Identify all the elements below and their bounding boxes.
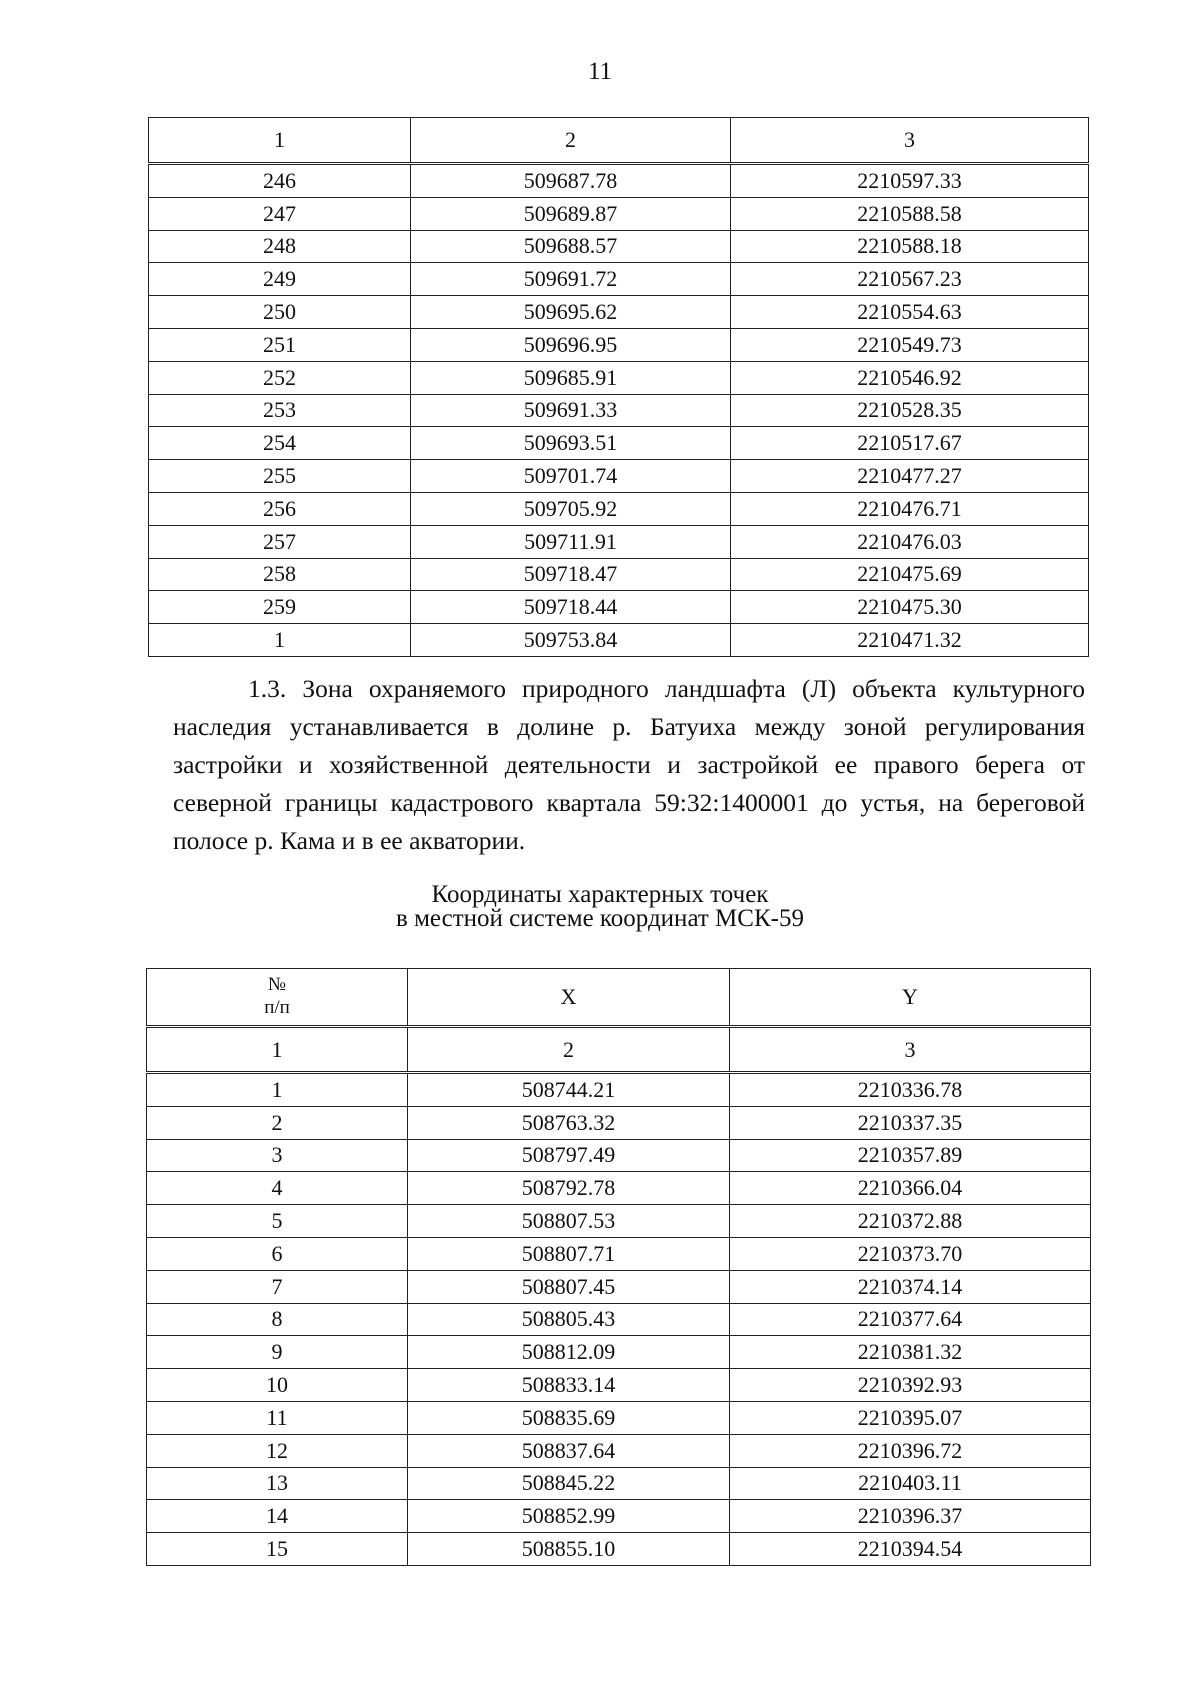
y-coordinate-cell: 2210554.63 [731, 296, 1089, 329]
page-number: 11 [587, 58, 613, 85]
x-coordinate-cell: 509688.57 [411, 230, 731, 263]
y-coordinate-cell: 2210549.73 [731, 328, 1089, 361]
x-coordinate-cell: 509753.84 [411, 624, 731, 657]
column-number-cell: 2 [408, 1027, 730, 1073]
point-number-cell: 253 [149, 394, 411, 427]
header-number-symbol: № [267, 974, 287, 996]
table-row [147, 1073, 1091, 1107]
y-coordinate-cell: 2210394.54 [730, 1533, 1091, 1566]
point-number-cell: 9 [147, 1336, 408, 1369]
x-coordinate-cell: 509705.92 [411, 492, 731, 525]
y-coordinate-cell: 2210373.70 [730, 1237, 1091, 1270]
coordinates-table-continued [148, 117, 1089, 657]
x-coordinate-cell: 508845.22 [408, 1467, 730, 1500]
x-coordinate-cell: 508852.99 [408, 1500, 730, 1533]
x-coordinate-cell: 509685.91 [411, 361, 731, 394]
x-coordinate-cell: 509718.44 [411, 591, 731, 624]
x-coordinate-cell: 508805.43 [408, 1303, 730, 1336]
table-row [147, 1434, 1091, 1467]
table-title [0, 883, 1200, 931]
zone-description-paragraph: 1.3. Зона охраняемого природного ландшафта (Л) объекта культурного наследия устанавливается в долине р. Батуиха между зоной регулирования застройки и хозяйственной деятельности и застройкой ее правого берега от северной границы кадастрового квартала 59:32:1400001 до устья, на береговой полосе р. Кама и в ее акватории. [173, 674, 1085, 855]
x-coordinate-cell: 508812.09 [408, 1336, 730, 1369]
x-coordinate-cell: 508744.21 [408, 1073, 730, 1107]
column-number-cell: 1 [147, 1027, 408, 1073]
x-coordinate-cell: 508855.10 [408, 1533, 730, 1566]
table-row [149, 591, 1089, 624]
point-number-cell: 255 [149, 460, 411, 493]
point-number-cell: 10 [147, 1369, 408, 1402]
x-coordinate-cell: 509695.62 [411, 296, 731, 329]
point-number-cell: 13 [147, 1467, 408, 1500]
y-coordinate-cell: 2210392.93 [730, 1369, 1091, 1402]
table-row [149, 263, 1089, 296]
point-number-cell: 250 [149, 296, 411, 329]
header-number [147, 969, 408, 1027]
header-row [147, 969, 1091, 1027]
y-coordinate-cell: 2210588.18 [731, 230, 1089, 263]
x-coordinate-cell: 509696.95 [411, 328, 731, 361]
point-number-cell: 248 [149, 230, 411, 263]
x-coordinate-cell: 508807.71 [408, 1237, 730, 1270]
table-row [147, 1270, 1091, 1303]
table-row [149, 328, 1089, 361]
x-coordinate-cell: 509691.33 [411, 394, 731, 427]
x-coordinate-cell: 508797.49 [408, 1139, 730, 1172]
point-number-cell: 14 [147, 1500, 408, 1533]
point-number-cell: 259 [149, 591, 411, 624]
point-number-cell: 15 [147, 1533, 408, 1566]
table-row [147, 1369, 1091, 1402]
point-number-cell: 4 [147, 1172, 408, 1205]
table-row [147, 1303, 1091, 1336]
x-coordinate-cell: 508807.53 [408, 1205, 730, 1238]
table-row [147, 1467, 1091, 1500]
table-row [149, 525, 1089, 558]
y-coordinate-cell: 2210366.04 [730, 1172, 1091, 1205]
y-coordinate-cell: 2210475.30 [731, 591, 1089, 624]
y-coordinate-cell: 2210477.27 [731, 460, 1089, 493]
point-number-cell: 8 [147, 1303, 408, 1336]
table-row [149, 394, 1089, 427]
table-row [147, 1533, 1091, 1566]
table-row [147, 1139, 1091, 1172]
table-row [147, 1336, 1091, 1369]
column-number-cell: 3 [730, 1027, 1091, 1073]
table-row [149, 197, 1089, 230]
point-number-cell: 247 [149, 197, 411, 230]
point-number-cell: 256 [149, 492, 411, 525]
header-y: Y [730, 969, 1091, 1027]
x-coordinate-cell: 508837.64 [408, 1434, 730, 1467]
header-number-abbrev: п/п [264, 997, 290, 1018]
table-row [147, 1106, 1091, 1139]
table-row [149, 230, 1089, 263]
table-row [147, 1500, 1091, 1533]
header-x: X [408, 969, 730, 1027]
x-coordinate-cell: 508835.69 [408, 1401, 730, 1434]
y-coordinate-cell: 2210403.11 [730, 1467, 1091, 1500]
point-number-cell: 246 [149, 164, 411, 198]
table-row [149, 558, 1089, 591]
point-number-cell: 258 [149, 558, 411, 591]
column-number-row [147, 1027, 1091, 1073]
point-number-cell: 251 [149, 328, 411, 361]
table-row [149, 361, 1089, 394]
point-number-cell: 254 [149, 427, 411, 460]
point-number-cell: 249 [149, 263, 411, 296]
y-coordinate-cell: 2210395.07 [730, 1401, 1091, 1434]
y-coordinate-cell: 2210471.32 [731, 624, 1089, 657]
point-number-cell: 257 [149, 525, 411, 558]
table-row [149, 296, 1089, 329]
point-number-cell: 3 [147, 1139, 408, 1172]
point-number-cell: 2 [147, 1106, 408, 1139]
point-number-cell: 11 [147, 1401, 408, 1434]
x-coordinate-cell: 509701.74 [411, 460, 731, 493]
y-coordinate-cell: 2210597.33 [731, 164, 1089, 198]
table-title-line: Координаты характерных точек [431, 881, 769, 908]
table-row [147, 1172, 1091, 1205]
column-number-cell: 1 [149, 118, 411, 164]
y-coordinate-cell: 2210374.14 [730, 1270, 1091, 1303]
y-coordinate-cell: 2210476.03 [731, 525, 1089, 558]
table-row [149, 492, 1089, 525]
point-number-cell: 1 [149, 624, 411, 657]
x-coordinate-cell: 509689.87 [411, 197, 731, 230]
point-number-cell: 1 [147, 1073, 408, 1107]
y-coordinate-cell: 2210381.32 [730, 1336, 1091, 1369]
coordinates-table [146, 968, 1091, 1566]
point-number-cell: 7 [147, 1270, 408, 1303]
table-row [147, 1205, 1091, 1238]
y-coordinate-cell: 2210357.89 [730, 1139, 1091, 1172]
y-coordinate-cell: 2210475.69 [731, 558, 1089, 591]
table-row [149, 460, 1089, 493]
y-coordinate-cell: 2210567.23 [731, 263, 1089, 296]
y-coordinate-cell: 2210336.78 [730, 1073, 1091, 1107]
x-coordinate-cell: 509687.78 [411, 164, 731, 198]
table-row [149, 624, 1089, 657]
table-row [149, 164, 1089, 198]
y-coordinate-cell: 2210372.88 [730, 1205, 1091, 1238]
y-coordinate-cell: 2210476.71 [731, 492, 1089, 525]
table-row [149, 427, 1089, 460]
y-coordinate-cell: 2210546.92 [731, 361, 1089, 394]
y-coordinate-cell: 2210528.35 [731, 394, 1089, 427]
y-coordinate-cell: 2210396.72 [730, 1434, 1091, 1467]
x-coordinate-cell: 508833.14 [408, 1369, 730, 1402]
y-coordinate-cell: 2210377.64 [730, 1303, 1091, 1336]
x-coordinate-cell: 508807.45 [408, 1270, 730, 1303]
point-number-cell: 252 [149, 361, 411, 394]
column-number-row [149, 118, 1089, 164]
x-coordinate-cell: 509711.91 [411, 525, 731, 558]
table-row [147, 1401, 1091, 1434]
y-coordinate-cell: 2210337.35 [730, 1106, 1091, 1139]
x-coordinate-cell: 509718.47 [411, 558, 731, 591]
table-row [147, 1237, 1091, 1270]
point-number-cell: 6 [147, 1237, 408, 1270]
y-coordinate-cell: 2210396.37 [730, 1500, 1091, 1533]
x-coordinate-cell: 508792.78 [408, 1172, 730, 1205]
column-number-cell: 3 [731, 118, 1089, 164]
point-number-cell: 5 [147, 1205, 408, 1238]
y-coordinate-cell: 2210588.58 [731, 197, 1089, 230]
column-number-cell: 2 [411, 118, 731, 164]
x-coordinate-cell: 508763.32 [408, 1106, 730, 1139]
x-coordinate-cell: 509693.51 [411, 427, 731, 460]
y-coordinate-cell: 2210517.67 [731, 427, 1089, 460]
x-coordinate-cell: 509691.72 [411, 263, 731, 296]
table-title-line: в местной системе координат МСК-59 [396, 905, 804, 932]
point-number-cell: 12 [147, 1434, 408, 1467]
